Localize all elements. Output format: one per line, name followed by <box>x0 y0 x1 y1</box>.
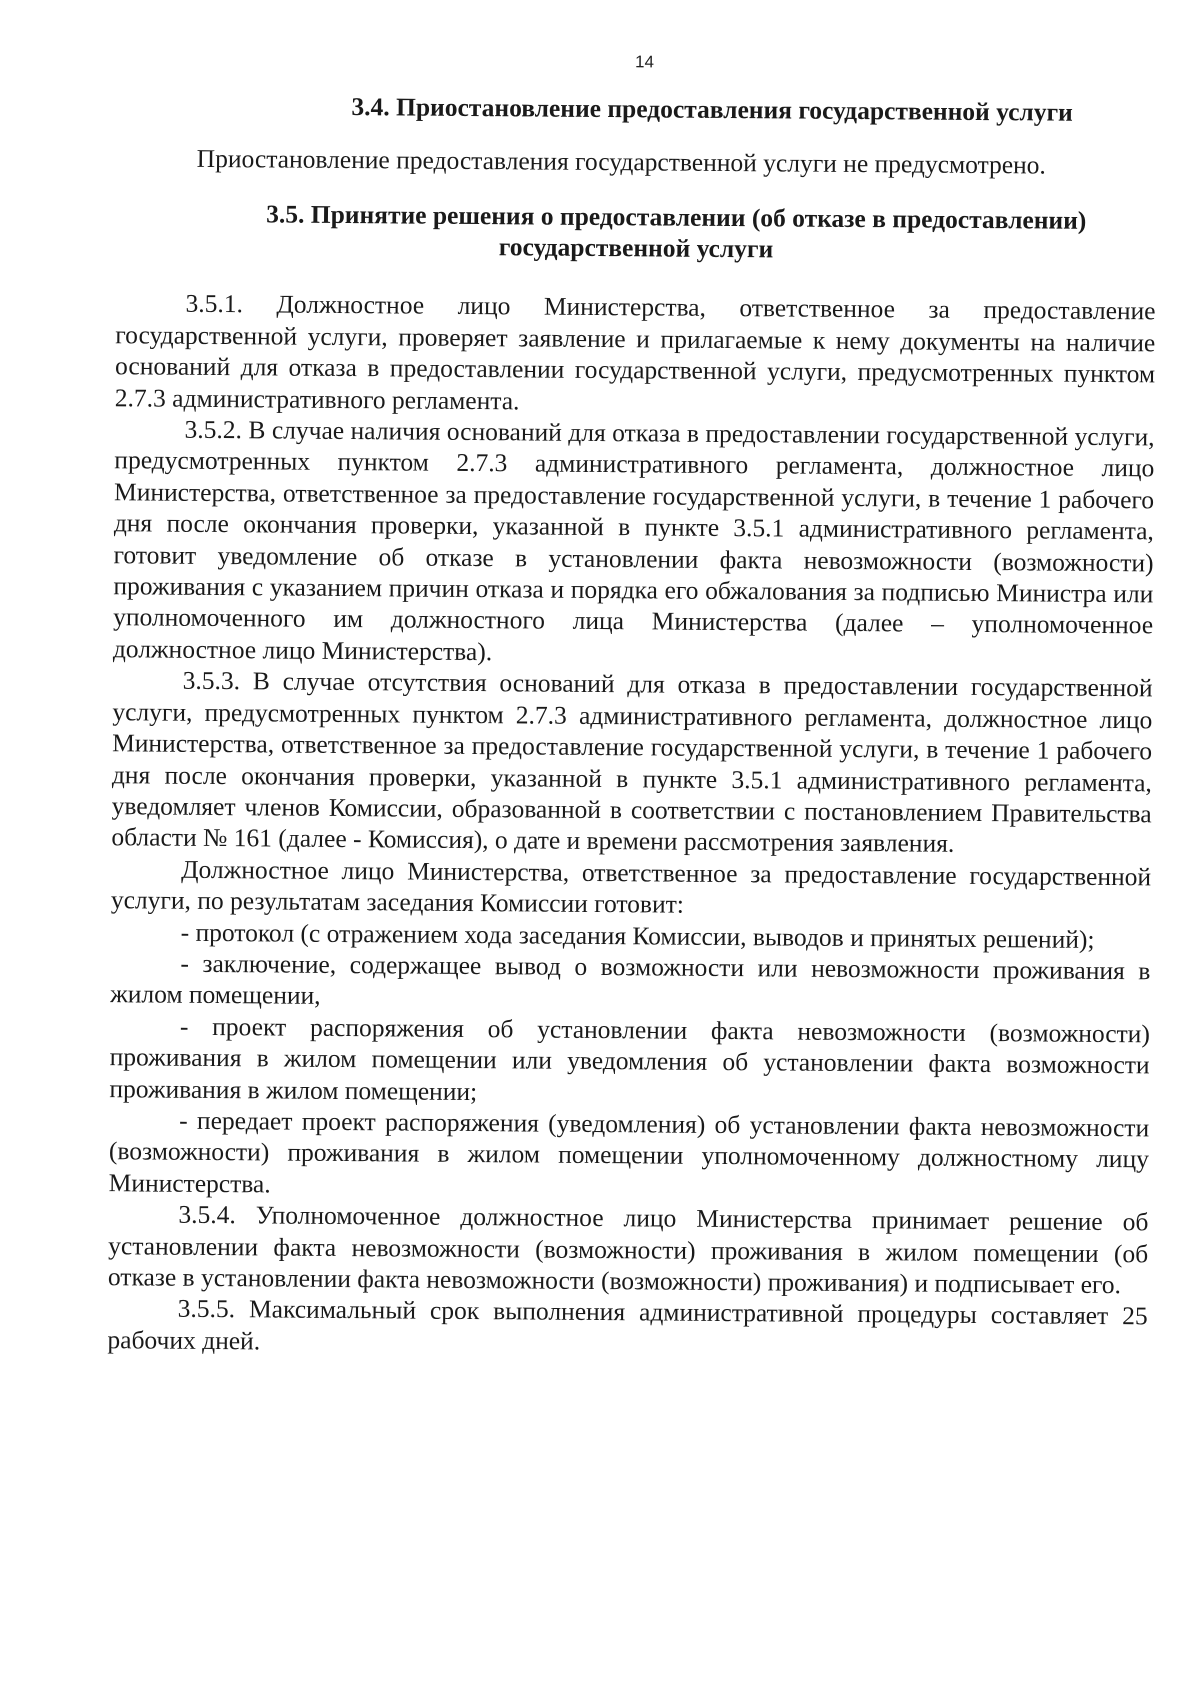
paragraph-official-prepares: Должностное лицо Министерства, ответственное за предоставление государственной услуги, по результатам заседания Комиссии готовит: <box>110 854 1152 919</box>
list-item-transfer: - передает проект распоряжения (уведомления) об установлении факта невозможности (возможности) проживания в жилом помещении уполномоченному должностному лицу Министерства. <box>108 1105 1150 1199</box>
paragraph-3-5-4: 3.5.4. Уполномоченное должностное лицо Министерства принимает решение об установлении факта невозможности (возможности) проживания в жилом помещении (об отказе в установлении факта невозможности (возможности) проживания) и подписывает его. <box>107 1199 1149 1300</box>
list-item-draft-order: - проект распоряжения об установлении факта невозможности (возможности) проживания в жилом помещении или уведомления об установлении факта возможности проживания в жилом помещении; <box>109 1011 1151 1106</box>
paragraph-3-5-5: 3.5.5. Максимальный срок выполнения административной процедуры составляет 25 рабочих дней. <box>107 1294 1148 1356</box>
section-3-5-heading-line1: 3.5. Принятие решения о предоставлении (об отказе в предоставлении) <box>266 199 1087 236</box>
paragraph-3-5-3: 3.5.3. В случае отсутствия оснований для отказа в предоставлении государственной услуги, предусмотренных пунктом 2.7.3 административного регламента, должностное лицо Министерства, ответственное за предоставление государственной услуги, в течение 1 рабочего дня после окончания проверки, указанной в пункте 3.5.1 административного регламента, уведомляет членов Комиссии, образованной в соответствии с постановлением Правительства области № 161 (далее - Комиссия), о дате и времени рассмотрения заявления. <box>111 666 1153 859</box>
section-3-5-heading-line2: государственной услуги <box>498 232 774 264</box>
list-item-conclusion: - заключение, содержащее вывод о возможности или невозможности проживания в жилом помещении, <box>110 948 1151 1011</box>
list-item-protocol: - протокол (с отражением хода заседания Комиссии, выводов и принятых решений); <box>180 917 1095 954</box>
page-number: 14 <box>634 52 655 72</box>
section-3-4-heading: 3.4. Приостановление предоставления государственной услуги <box>351 92 1073 127</box>
section-3-4-text: Приостановление предоставления государственной услуги не предусмотрено. <box>196 143 1046 180</box>
paragraph-3-5-2: 3.5.2. В случае наличия оснований для отказа в предоставлении государственной услуги, предусмотренных пунктом 2.7.3 административного регламента, должностное лицо Министерства, ответственное за предоставление государственной услуги, в течение 1 рабочего дня после окончания проверки, указанной в пункте 3.5.1 административного регламента, готовит уведомление об отказе в установлении факта невозможности (возможности) проживания с указанием причин отказа и порядка его обжалования за подписью Министра или уполномоченного им должностного лица Министерства (далее – уполномоченное должностное лицо Министерства). <box>112 414 1155 667</box>
paragraph-3-5-1: 3.5.1. Должностное лицо Министерства, ответственное за предоставление государственной услуги, проверяет заявление и прилагаемые к нему документы на наличие оснований для отказа в предоставлении государственной услуги, предусмотренных пунктом 2.7.3 административного регламента. <box>114 289 1156 416</box>
document-body <box>107 81 1157 1363</box>
